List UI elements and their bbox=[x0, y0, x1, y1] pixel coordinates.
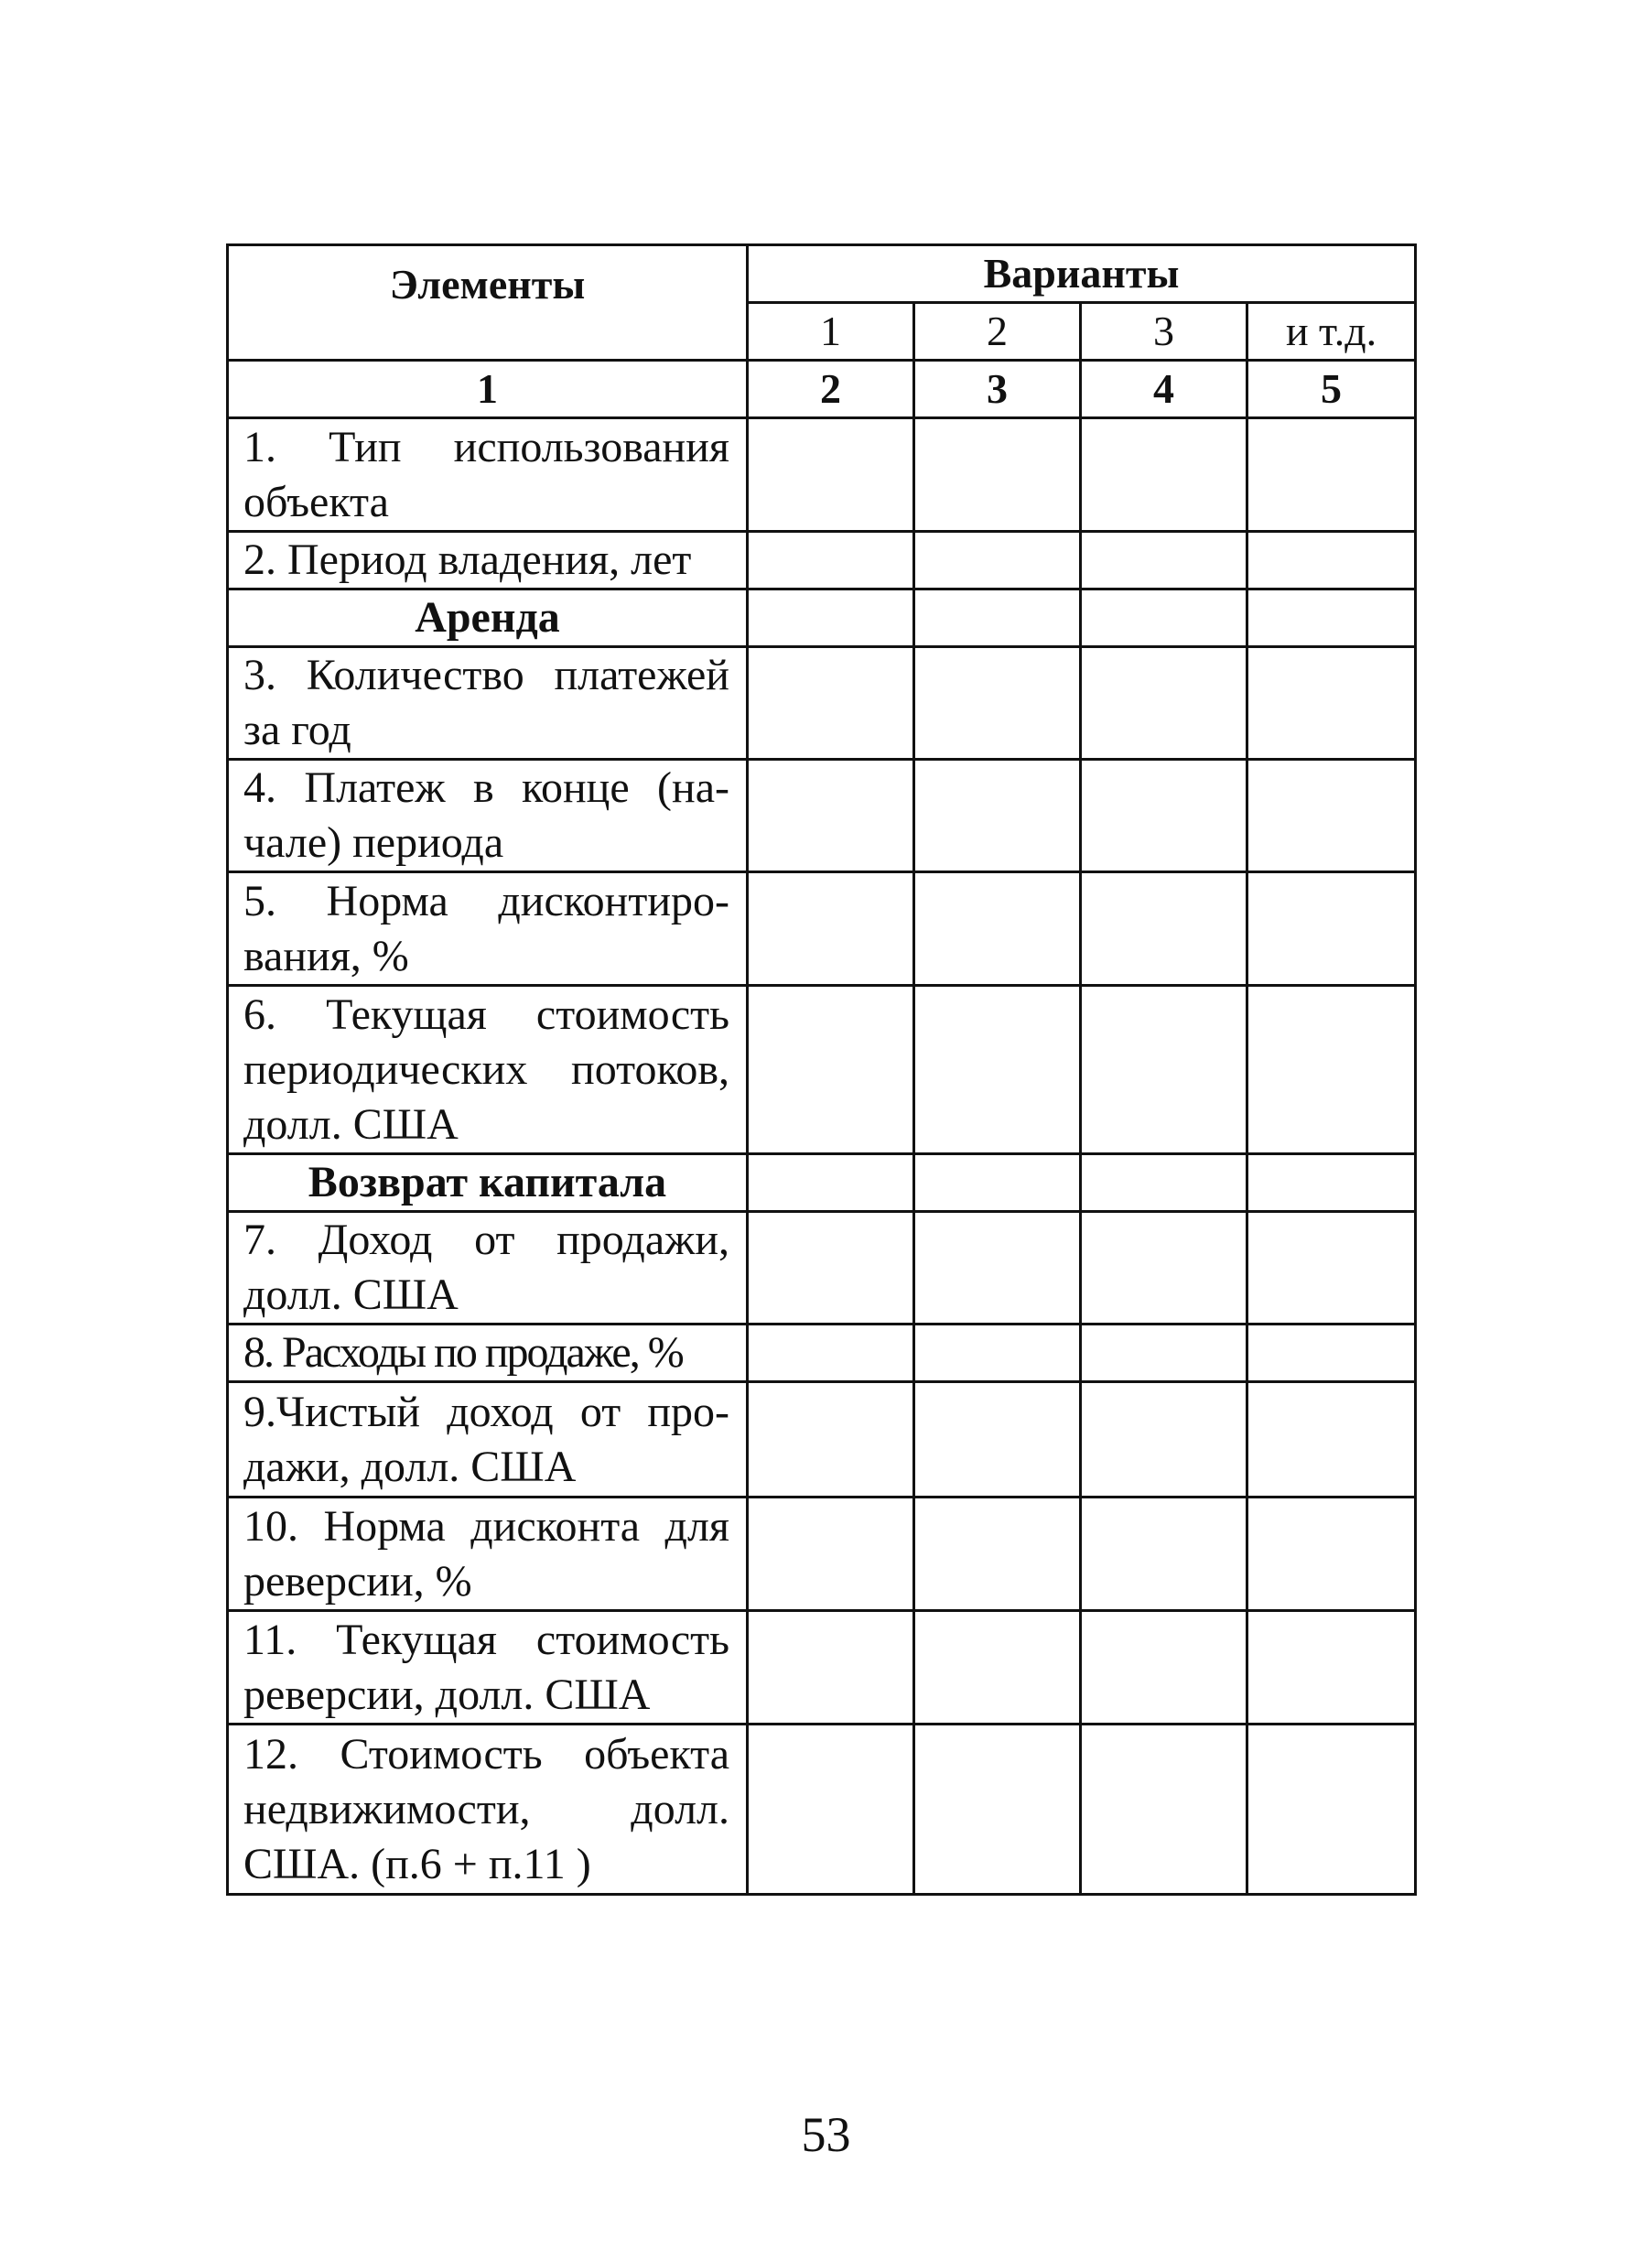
row-label: 6. Текущая стоимость периодических потоков, долл. США bbox=[228, 986, 748, 1154]
value-cell bbox=[914, 1325, 1081, 1382]
row-label: 4. Платеж в конце (начале) периода bbox=[228, 760, 748, 872]
value-cell bbox=[1081, 1212, 1247, 1325]
value-cell bbox=[1081, 647, 1247, 760]
value-cell bbox=[914, 647, 1081, 760]
value-cell bbox=[1247, 532, 1416, 589]
value-cell bbox=[914, 589, 1081, 647]
row-label: 12. Стоимость объекта недвижимости, долл. США. (п.6 + п.11 ) bbox=[228, 1725, 748, 1895]
value-cell bbox=[1247, 872, 1416, 986]
value-cell bbox=[1247, 986, 1416, 1154]
table-row bbox=[228, 418, 1416, 532]
variant-number: 1 bbox=[748, 303, 914, 361]
row-label: 10. Норма дисконта для реверсии, % bbox=[228, 1498, 748, 1611]
value-cell bbox=[1081, 1154, 1247, 1212]
value-cell bbox=[1247, 647, 1416, 760]
value-cell bbox=[1081, 872, 1247, 986]
row-label: 2. Период владения, лет bbox=[228, 532, 748, 589]
value-cell bbox=[1247, 418, 1416, 532]
value-cell bbox=[914, 986, 1081, 1154]
value-cell bbox=[1081, 1325, 1247, 1382]
value-cell bbox=[748, 986, 914, 1154]
column-number: 2 bbox=[748, 361, 914, 418]
value-cell bbox=[748, 647, 914, 760]
value-cell bbox=[1081, 589, 1247, 647]
value-cell bbox=[1081, 532, 1247, 589]
table-row bbox=[228, 872, 1416, 986]
column-number: 5 bbox=[1247, 361, 1416, 418]
value-cell bbox=[748, 760, 914, 872]
column-number: 4 bbox=[1081, 361, 1247, 418]
value-cell bbox=[748, 532, 914, 589]
variant-number: и т.д. bbox=[1247, 303, 1416, 361]
table-row bbox=[228, 1382, 1416, 1498]
table-row bbox=[228, 647, 1416, 760]
value-cell bbox=[914, 1611, 1081, 1725]
page-number: 53 bbox=[801, 2107, 851, 2162]
header-elements: Элементы bbox=[228, 245, 748, 361]
value-cell bbox=[914, 872, 1081, 986]
table-row bbox=[228, 986, 1416, 1154]
section-label-capital-return: Возврат капитала bbox=[228, 1154, 748, 1212]
value-cell bbox=[748, 1611, 914, 1725]
value-cell bbox=[914, 418, 1081, 532]
row-label: 5. Норма дисконтирования, % bbox=[228, 872, 748, 986]
value-cell bbox=[1247, 1212, 1416, 1325]
table-row bbox=[228, 1725, 1416, 1895]
row-label: 1. Тип использования объекта bbox=[228, 418, 748, 532]
section-row bbox=[228, 589, 1416, 647]
value-cell bbox=[1247, 1325, 1416, 1382]
value-cell bbox=[748, 1725, 914, 1895]
table-row bbox=[228, 1611, 1416, 1725]
value-cell bbox=[1247, 760, 1416, 872]
value-cell bbox=[748, 418, 914, 532]
value-cell bbox=[748, 1382, 914, 1498]
value-cell bbox=[748, 1498, 914, 1611]
value-cell bbox=[1247, 1382, 1416, 1498]
value-cell bbox=[1247, 1498, 1416, 1611]
column-number: 1 bbox=[228, 361, 748, 418]
value-cell bbox=[1247, 1611, 1416, 1725]
value-cell bbox=[914, 1212, 1081, 1325]
value-cell bbox=[1081, 1611, 1247, 1725]
table-row bbox=[228, 532, 1416, 589]
variant-number: 3 bbox=[1081, 303, 1247, 361]
value-cell bbox=[1247, 589, 1416, 647]
row-label: 3. Количество платежей за год bbox=[228, 647, 748, 760]
row-label: 11. Текущая стоимость реверсии, долл. США bbox=[228, 1611, 748, 1725]
value-cell bbox=[1081, 986, 1247, 1154]
value-cell bbox=[1247, 1725, 1416, 1895]
value-cell bbox=[914, 532, 1081, 589]
value-cell bbox=[748, 589, 914, 647]
value-cell bbox=[1081, 1498, 1247, 1611]
table-row bbox=[228, 1498, 1416, 1611]
section-row bbox=[228, 1154, 1416, 1212]
value-cell bbox=[748, 1325, 914, 1382]
value-cell bbox=[1081, 418, 1247, 532]
value-cell bbox=[914, 1382, 1081, 1498]
value-cell bbox=[914, 1498, 1081, 1611]
value-cell bbox=[1247, 1154, 1416, 1212]
value-cell bbox=[1081, 1725, 1247, 1895]
row-label: 9.Чистый доход от продажи, долл. США bbox=[228, 1382, 748, 1498]
value-cell bbox=[914, 1725, 1081, 1895]
elements-variants-table bbox=[226, 243, 1417, 1896]
value-cell bbox=[1081, 760, 1247, 872]
header-row bbox=[228, 245, 1416, 303]
section-label-lease: Аренда bbox=[228, 589, 748, 647]
value-cell bbox=[748, 1154, 914, 1212]
table-row bbox=[228, 760, 1416, 872]
column-number: 3 bbox=[914, 361, 1081, 418]
table-row bbox=[228, 1325, 1416, 1382]
value-cell bbox=[914, 1154, 1081, 1212]
header-variants: Варианты bbox=[748, 245, 1416, 303]
row-label: 7. Доход от продажи, долл. США bbox=[228, 1212, 748, 1325]
value-cell bbox=[1081, 1382, 1247, 1498]
row-label: 8. Расходы по продаже, % bbox=[228, 1325, 748, 1382]
column-numbers-row bbox=[228, 361, 1416, 418]
value-cell bbox=[748, 872, 914, 986]
value-cell bbox=[914, 760, 1081, 872]
value-cell bbox=[748, 1212, 914, 1325]
variant-number: 2 bbox=[914, 303, 1081, 361]
table-row bbox=[228, 1212, 1416, 1325]
